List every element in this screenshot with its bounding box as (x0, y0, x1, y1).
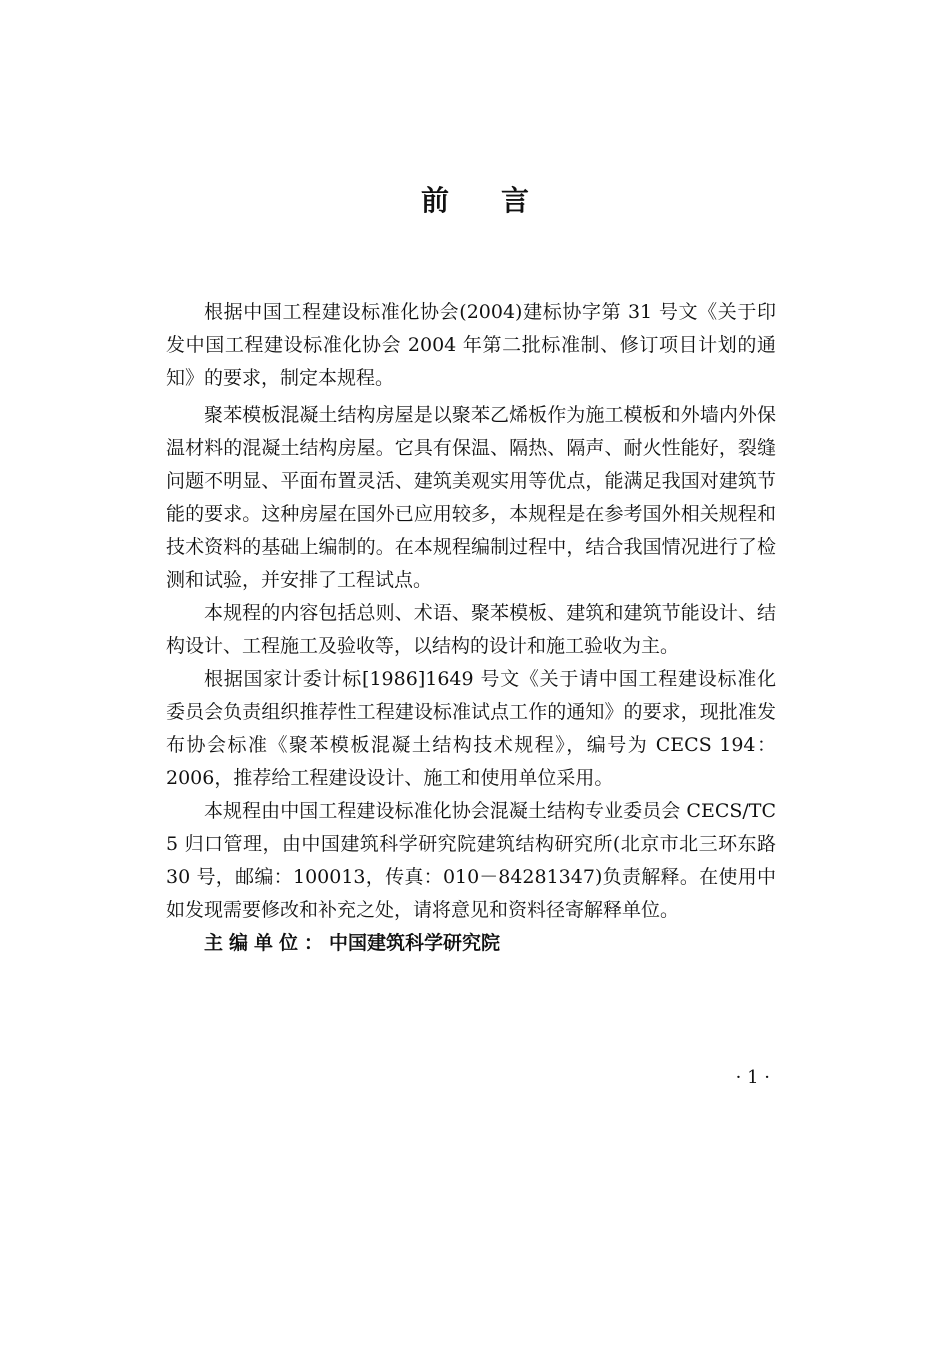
chief-editor-label: 主编单位： (204, 932, 330, 954)
paragraph-1: 根据中国工程建设标准化协会(2004)建标协字第 31 号文《关于印发中国工程建设标准化协会 2004 年第二批标准制、修订项目计划的通知》的要求，制定本规程。 (166, 301, 776, 389)
paragraph-5: 本规程由中国工程建设标准化协会混凝土结构专业委员会 CECS/TC 5 归口管理，由中国建筑科学研究院建筑结构研究所(北京市北三环东路 30 号，邮编：100013，传真：010－84281347)负责解释。在使用中如发现需要修改和补充之处，请将意见和资料径寄解释单位。 (166, 800, 776, 921)
paragraph-4: 根据国家计委计标[1986]1649 号文《关于请中国工程建设标准化委员会负责组织推荐性工程建设标准试点工作的通知》的要求，现批准发布协会标准《聚苯模板混凝土结构技术规程》，编号为 CECS 194：2006，推荐给工程建设设计、施工和使用单位采用。 (166, 668, 776, 789)
chief-editor-value: 中国建筑科学研究院 (329, 932, 501, 954)
preface-body (166, 296, 776, 960)
page-title: 前言 (420, 184, 581, 217)
page-number: · 1 · (735, 1067, 770, 1088)
chief-editor-line (166, 927, 776, 960)
paragraph-3: 本规程的内容包括总则、术语、聚苯模板、建筑和建筑节能设计、结构设计、工程施工及验收等，以结构的设计和施工验收为主。 (166, 602, 776, 657)
paragraph-2: 聚苯模板混凝土结构房屋是以聚苯乙烯板作为施工模板和外墙内外保温材料的混凝土结构房屋。它具有保温、隔热、隔声、耐火性能好，裂缝问题不明显、平面布置灵活、建筑美观实用等优点，能满足我国对建筑节能的要求。这种房屋在国外已应用较多，本规程是在参考国外相关规程和技术资料的基础上编制的。在本规程编制过程中，结合我国情况进行了检测和试验，并安排了工程试点。 (166, 404, 776, 591)
